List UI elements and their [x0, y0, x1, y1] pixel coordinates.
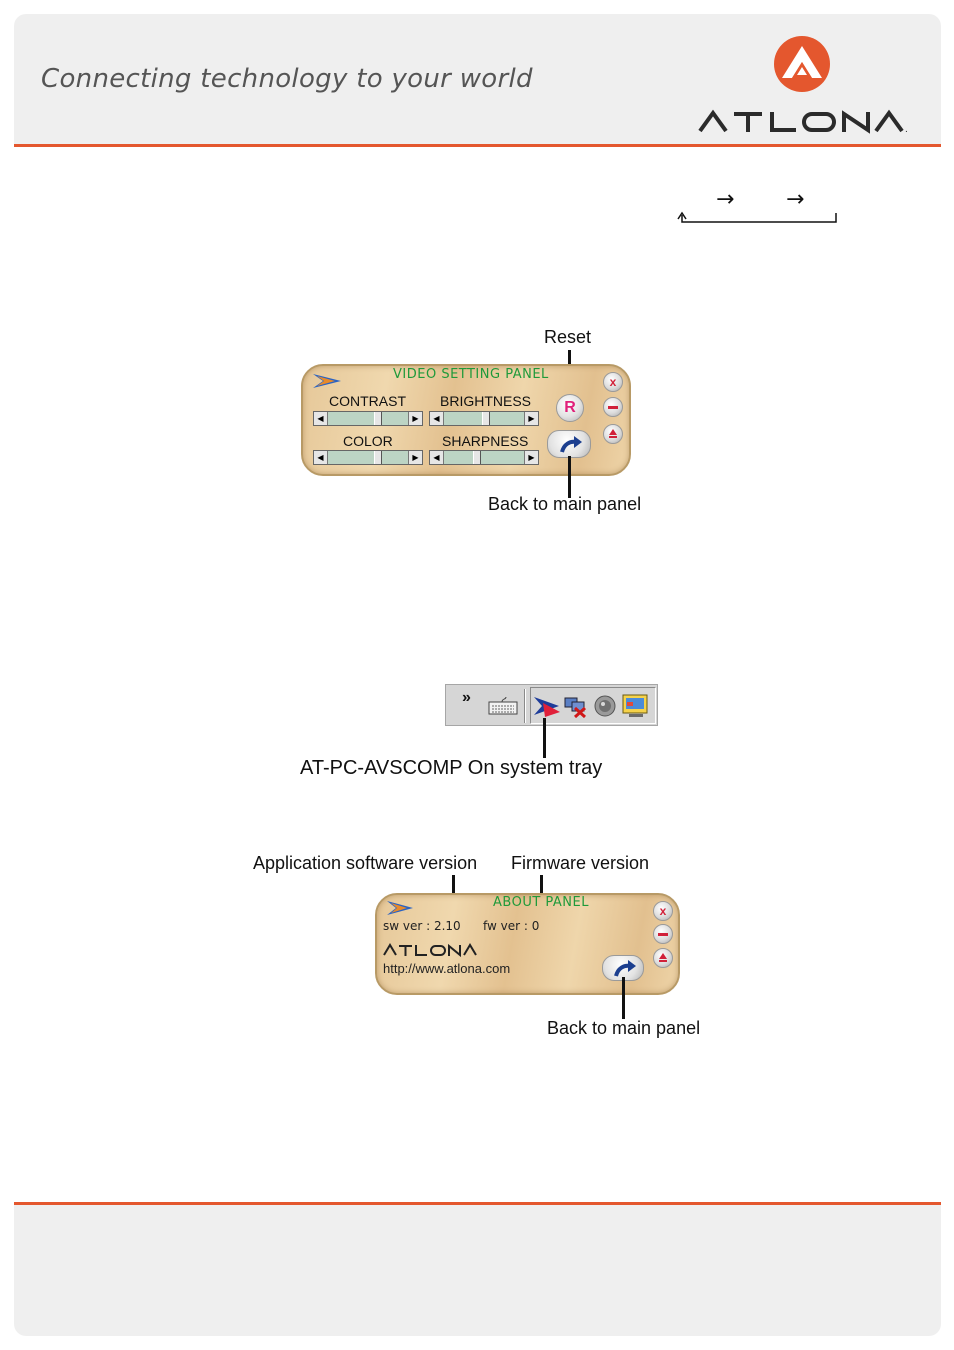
- video-setting-panel: [301, 364, 631, 476]
- fw-version-callout: Firmware version: [511, 853, 650, 873]
- sharpness-slider[interactable]: [429, 450, 539, 465]
- panel-title: ABOUT PANEL: [493, 895, 589, 910]
- atlona-tray-icon[interactable]: [533, 694, 561, 718]
- header-divider: [14, 144, 941, 147]
- brightness-slider[interactable]: [429, 411, 539, 426]
- minimize-icon[interactable]: [653, 924, 673, 944]
- close-icon[interactable]: x: [653, 901, 673, 921]
- slider-thumb[interactable]: [374, 412, 382, 425]
- arrow-diagram: [676, 187, 842, 230]
- svg-text:.: .: [905, 124, 908, 135]
- loop-return-arrow-icon: [676, 210, 842, 226]
- speaker-icon[interactable]: [593, 694, 617, 718]
- sharpness-label: SHARPNESS: [442, 433, 529, 449]
- tray-expand-chevron[interactable]: »: [462, 689, 471, 706]
- slider-left-arrow-icon[interactable]: ◀: [314, 451, 328, 464]
- right-arrow: →: [716, 187, 735, 212]
- eject-icon[interactable]: [603, 424, 623, 444]
- reset-button[interactable]: R: [556, 394, 584, 422]
- page-footer: [14, 1205, 941, 1336]
- reset-callout: Reset: [544, 327, 592, 347]
- about-back-leader-line: [622, 977, 625, 1019]
- tray-icon-area: [530, 687, 656, 724]
- color-label: COLOR: [343, 433, 393, 449]
- website-link[interactable]: http://www.atlona.com: [383, 961, 511, 976]
- back-leader-line: [568, 456, 571, 498]
- back-callout: Back to main panel: [488, 494, 642, 514]
- about-panel: [375, 893, 680, 995]
- about-back-callout: Back to main panel: [547, 1018, 701, 1038]
- slider-left-arrow-icon[interactable]: ◀: [430, 451, 444, 464]
- slider-left-arrow-icon[interactable]: ◀: [430, 412, 444, 425]
- eject-icon[interactable]: [653, 948, 673, 968]
- back-to-main-button[interactable]: [547, 430, 591, 458]
- tray-separator: [524, 689, 526, 723]
- about-brand-logo: [383, 943, 481, 962]
- slider-thumb[interactable]: [473, 451, 481, 464]
- sw-version-callout: Application software version: [253, 853, 478, 873]
- slider-right-arrow-icon[interactable]: ▶: [408, 412, 422, 425]
- tray-callout: AT-PC-AVSCOMP On system tray: [300, 757, 603, 779]
- return-arrow-icon: [548, 431, 592, 459]
- slider-left-arrow-icon[interactable]: ◀: [314, 412, 328, 425]
- slider-right-arrow-icon[interactable]: ▶: [524, 412, 538, 425]
- keyboard-icon[interactable]: [488, 697, 518, 715]
- tray-leader-line: [543, 718, 546, 758]
- panel-title: VIDEO SETTING PANEL: [393, 367, 549, 382]
- page-header: [14, 14, 941, 144]
- slider-right-arrow-icon[interactable]: ▶: [408, 451, 422, 464]
- slider-thumb[interactable]: [482, 412, 490, 425]
- fw-version-text: fw ver : 0: [483, 919, 540, 933]
- color-slider[interactable]: [313, 450, 423, 465]
- contrast-label: CONTRAST: [329, 393, 406, 409]
- tagline: Connecting technology to your world: [41, 64, 533, 94]
- atlona-mark-icon: [772, 34, 832, 94]
- display-icon[interactable]: [621, 693, 651, 719]
- sw-version-text: sw ver : 2.10: [383, 919, 461, 933]
- brightness-label: BRIGHTNESS: [440, 393, 532, 409]
- network-disconnected-icon[interactable]: [563, 694, 589, 718]
- brand-logo: [698, 109, 912, 140]
- atlona-panel-logo-icon: [385, 899, 417, 917]
- right-arrow: →: [786, 187, 805, 212]
- system-tray: [445, 684, 658, 726]
- slider-right-arrow-icon[interactable]: ▶: [524, 451, 538, 464]
- minimize-icon[interactable]: [603, 397, 623, 417]
- contrast-slider[interactable]: [313, 411, 423, 426]
- close-icon[interactable]: x: [603, 372, 623, 392]
- slider-thumb[interactable]: [374, 451, 382, 464]
- atlona-panel-logo-icon: [311, 372, 347, 390]
